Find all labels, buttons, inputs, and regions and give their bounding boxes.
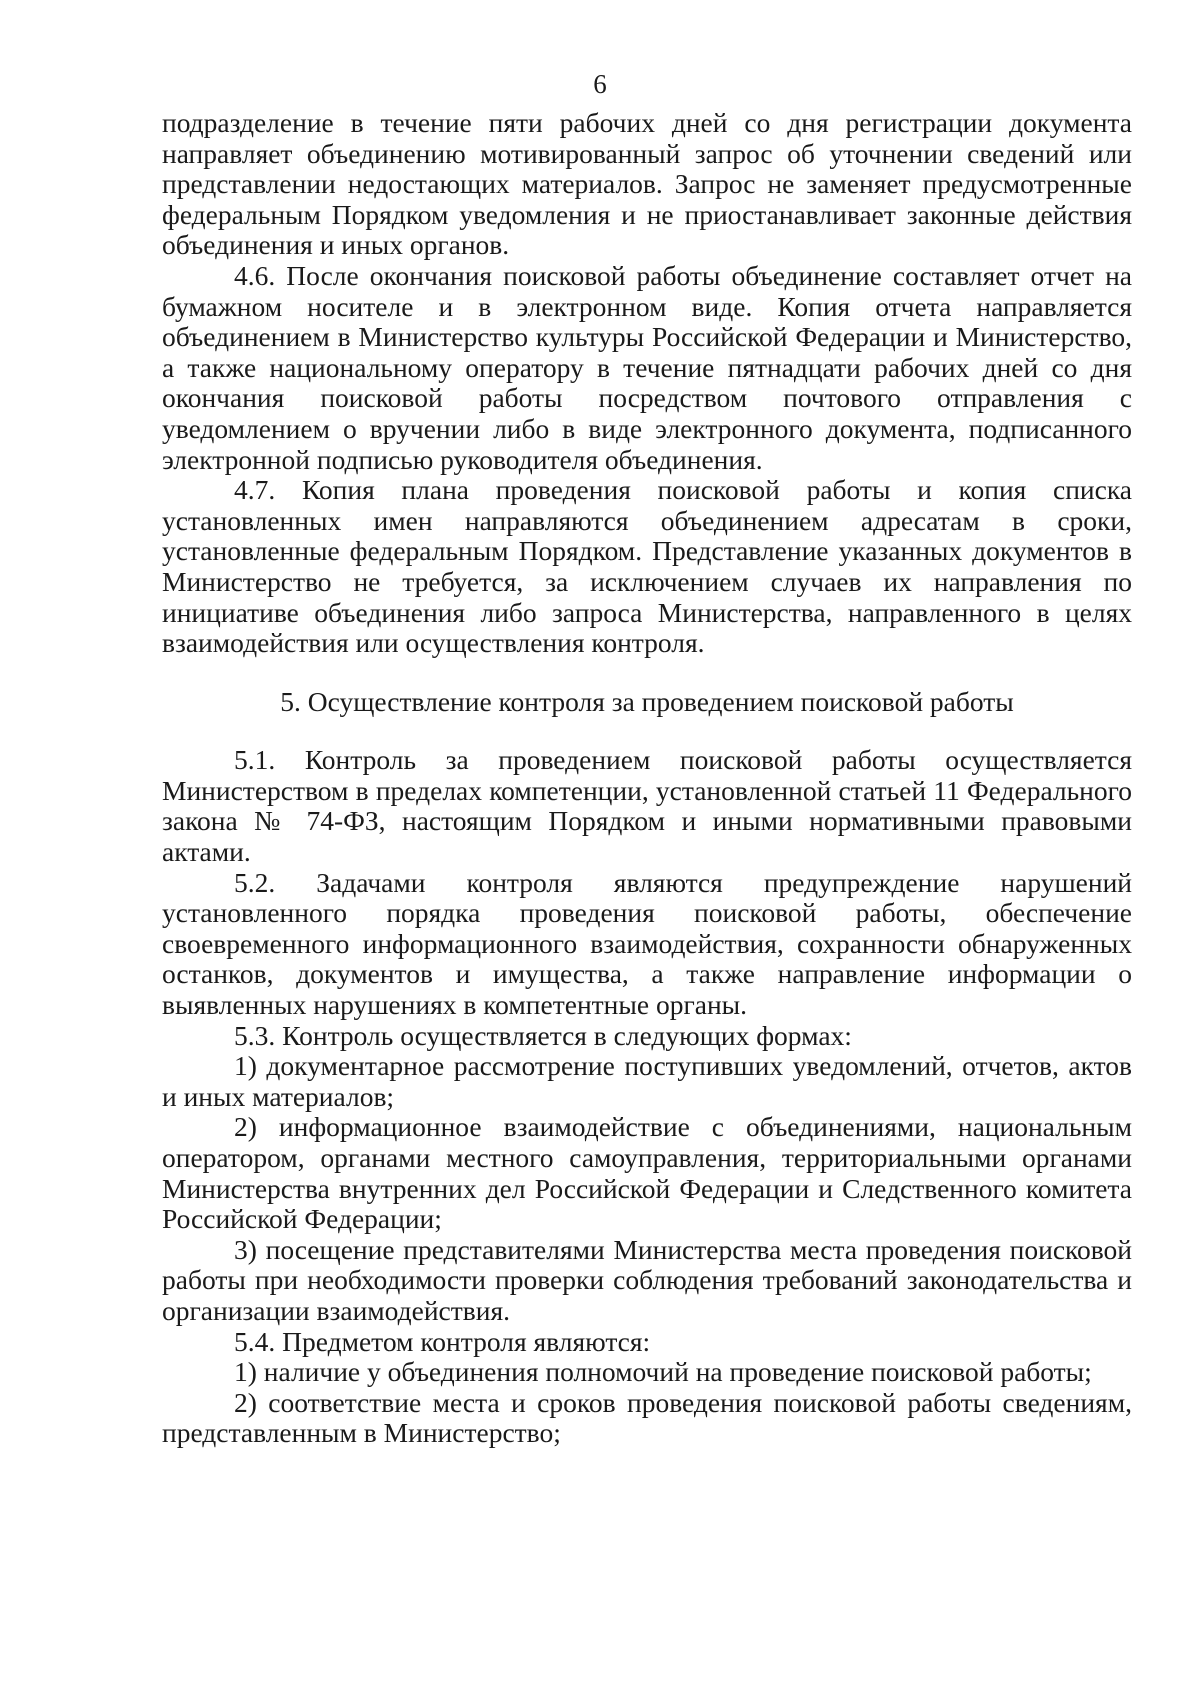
- list-item-5-4-1: 1) наличие у объединения полномочий на проведение поисковой работы;: [234, 1356, 1092, 1388]
- document-body: [162, 108, 1132, 1449]
- paragraph-continuation: подразделение в течение пяти рабочих дней со дня регистрации документа направляет объединению мотивированный запрос об уточнении сведений или представлении недостающих материалов. Запрос не заменяет предусмотренные федеральным Порядком уведомления и не приостанавливает законные действия объединения и иных органов.: [162, 107, 1132, 261]
- list-item-5-3-2: 2) информационное взаимодействие с объединениями, национальным оператором, органами местного самоуправления, территориальными органами Министерства внутренних дел Российской Федерации и Следственного комитета Российской Федерации;: [162, 1111, 1132, 1235]
- paragraph-5-2: 5.2. Задачами контроля являются предупреждение нарушений установленного порядка проведения поисковой работы, обеспечение своевременного информационного взаимодействия, сохранности обнаруженных останков, документов и имущества, а также направление информации о выявленных нарушениях в компетентные органы.: [162, 866, 1132, 1021]
- paragraph-5-3: 5.3. Контроль осуществляется в следующих формах:: [234, 1019, 852, 1051]
- paragraph-4-6: 4.6. После окончания поисковой работы объединение составляет отчет на бумажном носителе и в электронном виде. Копия отчета направляется объединением в Министерство культуры Российской Федерации и Министерство, а также национальному оператору в течение пятнадцати рабочих дней со дня окончания поисковой работы посредством почтового отправления с уведомлением о вручении либо в виде электронного документа, подписанного электронной подписью руководителя объединения.: [162, 259, 1132, 475]
- list-item-5-3-1: 1) документарное рассмотрение поступивших уведомлений, отчетов, актов и иных материалов;: [162, 1050, 1132, 1112]
- list-item-5-3-3: 3) посещение представителями Министерства места проведения поисковой работы при необходимости проверки соблюдения требований законодательства и организации взаимодействия.: [162, 1233, 1132, 1326]
- list-item-5-4-2: 2) соответствие места и сроков проведения поисковой работы сведениям, представленным в Министерство;: [162, 1386, 1132, 1449]
- paragraph-4-7: 4.7. Копия плана проведения поисковой работы и копия списка установленных имен направляются объединением адресатам в сроки, установленные федеральным Порядком. Представление указанных документов в Министерство не требуется, за исключением случаев их направления по инициативе объединения либо запроса Министерства, направленного в целях взаимодействия или осуществления контроля.: [162, 474, 1132, 659]
- page-number: 6: [593, 69, 607, 99]
- paragraph-5-1: 5.1. Контроль за проведением поисковой работы осуществляется Министерством в пределах компетенции, установленной статьей 11 Федерального закона № 74-ФЗ, настоящим Порядком и иными нормативными правовыми актами.: [162, 744, 1132, 868]
- paragraph-5-4: 5.4. Предметом контроля являются:: [234, 1325, 651, 1357]
- section-heading-5: 5. Осуществление контроля за проведением поисковой работы: [280, 685, 1014, 717]
